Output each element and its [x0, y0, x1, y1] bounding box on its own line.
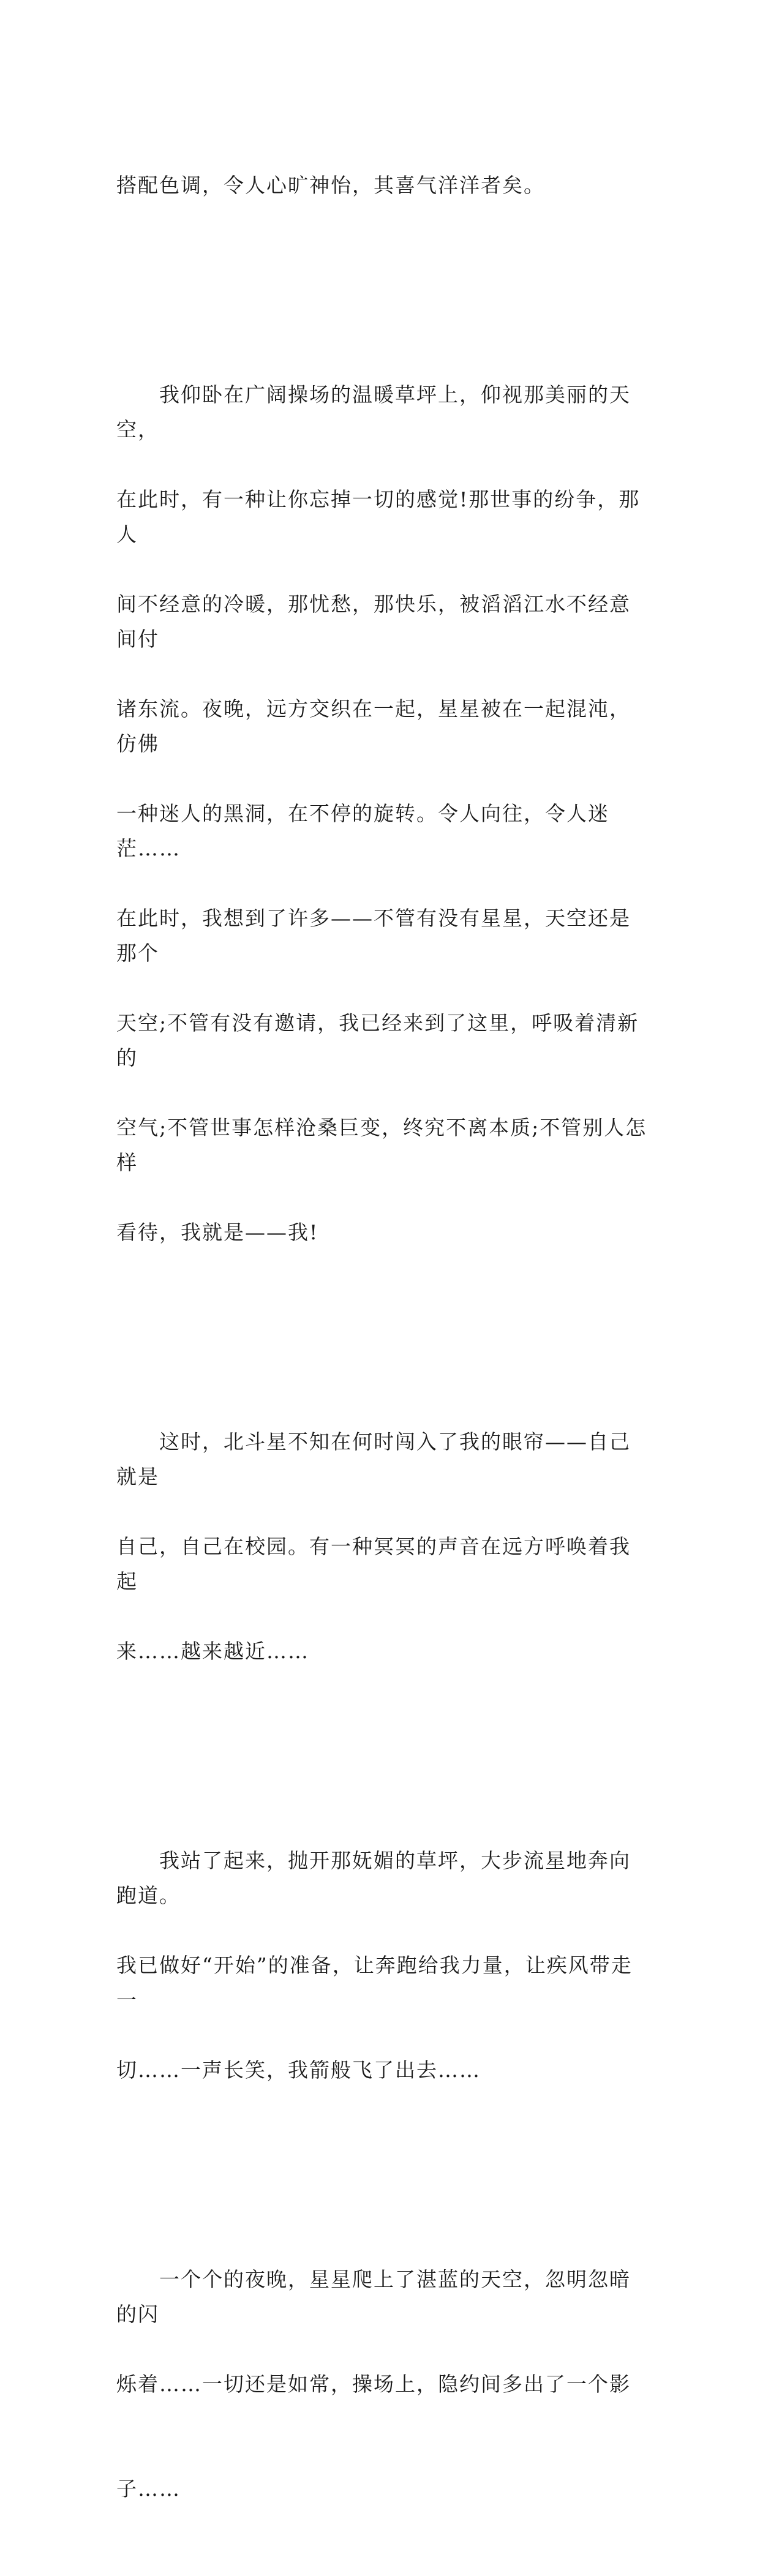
paragraph-line: 一个个的夜晚，星星爬上了湛蓝的天空，忽明忽暗的闪: [116, 2267, 631, 2326]
paragraph-5: [116, 2192, 648, 2576]
paragraph-line: 我已做好“开始”的准备，让奔跑给我力量，让疾风带走一: [116, 1953, 633, 2012]
paragraph-line: 在此时，我想到了许多——不管有没有星星，天空还是那个: [116, 906, 631, 965]
paragraph-line: 切……一声长笑，我箭般飞了出去……: [116, 2058, 481, 2082]
paragraph-line: 看待，我就是——我!: [116, 1220, 319, 1244]
paragraph-line: 间不经意的冷暖，那忧愁，那快乐，被滔滔江水不经意间付: [116, 592, 631, 651]
paragraph-line: 空气;不管世事怎样沧桑巨变，终究不离本质;不管别人怎样: [116, 1116, 647, 1174]
essay-body: [116, 98, 648, 2576]
paragraph-4: [116, 1773, 648, 2157]
paragraph-line: 一种迷人的黑洞，在不停的旋转。令人向往，令人迷茫……: [116, 802, 609, 860]
paragraph-line: 自己，自己在校园。有一种冥冥的声音在远方呼唤着我起: [116, 1534, 631, 1593]
paragraph-line: 子……: [116, 2477, 181, 2501]
paragraph-line: 搭配色调，令人心旷神怡，其喜气洋洋者矣。: [116, 173, 545, 197]
paragraph-line: 在此时，有一种让你忘掉一切的感觉!那世事的纷争，那人: [116, 487, 641, 546]
paragraph-3: [116, 1354, 648, 1738]
paragraph-line: 我站了起来，抛开那妩媚的草坪，大步流星地奔向跑道。: [116, 1849, 631, 1907]
paragraph-line: 来……越来越近……: [116, 1639, 309, 1663]
paragraph-line: 烁着……一切还是如常，操场上，隐约间多出了一个影: [116, 2372, 631, 2396]
paragraph-line: 我仰卧在广阔操场的温暖草坪上，仰视那美丽的天空，: [116, 383, 631, 441]
paragraph-line: 这时，北斗星不知在何时闯入了我的眼帘——自己就是: [116, 1430, 631, 1489]
paragraph-1: [116, 98, 648, 272]
paragraph-line: 天空;不管有没有邀请，我已经来到了这里，呼吸着清新的: [116, 1011, 639, 1070]
paragraph-2: [116, 307, 648, 1320]
paragraph-line: 诸东流。夜晚，远方交织在一起，星星被在一起混沌，仿佛: [116, 697, 631, 756]
